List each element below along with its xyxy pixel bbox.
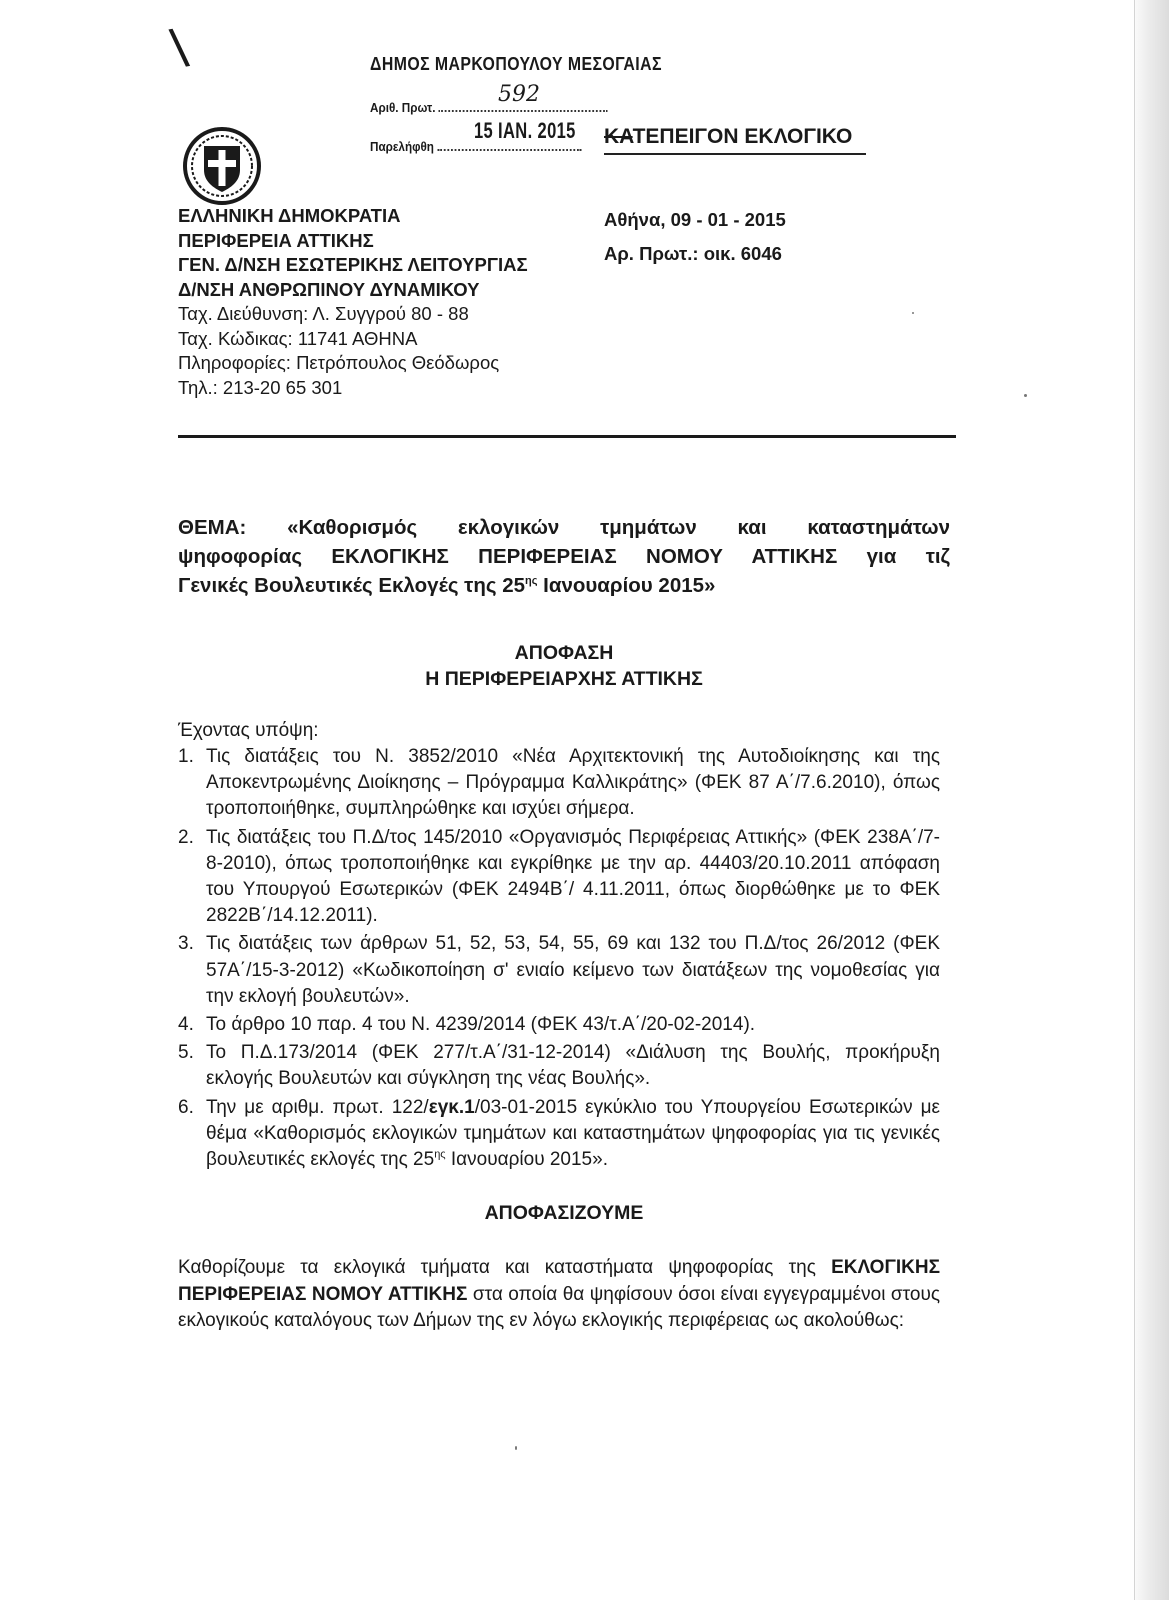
document-meta [604, 203, 786, 271]
list-item: 4. Το άρθρο 10 παρ. 4 του Ν. 4239/2014 (ΦΕΚ 43/τ.Α΄/20-02-2014). [178, 1014, 756, 1036]
legal-basis-list [178, 744, 940, 1175]
decision-paragraph: Καθορίζουμε τα εκλογικά τμήματα και καταστήματα ψηφοφορίας της ΕΚΛΟΓΙΚΗΣ ΠΕΡΙΦΕΡΕΙΑΣ ΝΟΜΟΥ ΑΤΤΙΚΗΣ στα οποία θα ψηφίσουν όσοι είναι εγγεγραμμένοι στους εκλογικούς καταλόγους των Δήμων της εν λόγω εκλογικής περιφέρειας ως ακολούθως: [178, 1257, 940, 1331]
urgent-electoral-note: ΚΑΤΕΠΕΙΓΟΝ ΕΚΛΟΓΙΚΟ [604, 125, 853, 148]
list-item: 1. Τις διατάξεις του Ν. 3852/2010 «Νέα Αρχιτεκτονική της Αυτοδιοίκησης και της Αποκεντρωμένης Διοίκησης – Πρόγραμμα Καλλικράτης» (ΦΕΚ 87 Α΄/7.6.2010), όπως τροποποιήθηκε, συμπληρώθηκε και ισχύει σήμερα. [178, 746, 940, 820]
sender-address: Ταχ. Διεύθυνση: Λ. Συγγρού 80 - 88 [178, 303, 469, 324]
list-item: 3. Τις διατάξεις των άρθρων 51, 52, 53, 54, 55, 69 και 132 του Π.Δ/τος 26/2012 (ΦΕΚ 57Α΄/15-3-2012) «Κωδικοποίηση σ' ενιαίο κείμενο των διατάξεων της νομοθεσίας για την εκλογή βουλευτών». [178, 933, 940, 1007]
stamp-received-date: 15 ΙΑΝ. 2015 [474, 118, 576, 143]
scan-edge-shadow [1134, 0, 1169, 1600]
stamp-received-label: Παρελήφθη [370, 139, 434, 154]
protocol-number: Αρ. Πρωτ.: οικ. 6046 [604, 243, 782, 264]
sender-block [178, 204, 528, 400]
list-item: 5. Το Π.Δ.173/2014 (ΦΕΚ 277/τ.Α΄/31-12-2014) «Διάλυση της Βουλής, προκήρυξη εκλογής Βουλευτών και σύγκληση της νέας Βουλής». [178, 1042, 940, 1090]
subject-line-3: Γενικές Βουλευτικές Εκλογές της $25^{\eta\varsigma}$ Ιανουαρίου 2015» [178, 574, 716, 597]
subject-line-2: ψηφοφορίας ΕΚΛΟΓΙΚΗΣ ΠΕΡΙΦΕΡΕΙΑΣ ΝΟΜΟΥ ΑΤΤΙΚΗΣ για τιζ [178, 545, 950, 568]
place-date: Αθήνα, 09 - 01 - 2015 [604, 209, 786, 230]
urgent-underline [604, 153, 866, 155]
sender-org-4: Δ/ΝΣΗ ΑΝΘΡΩΠΙΝΟΥ ΔΥΝΑΜΙΚΟΥ [178, 278, 480, 300]
sender-org-3: ΓΕΝ. Δ/ΝΣΗ ΕΣΩΤΕΡΙΚΗΣ ΛΕΙΤΟΥΡΓΙΑΣ [178, 254, 528, 275]
decision-heading [178, 640, 950, 692]
header-divider [178, 435, 956, 438]
stamp-protocol-line [370, 98, 608, 115]
scan-speck [1024, 394, 1027, 397]
sender-postal: Ταχ. Κώδικας: 11741 ΑΘΗΝΑ [178, 327, 418, 349]
sender-org-1: ΕΛΛΗΝΙΚΗ ΔΗΜΟΚΡΑΤΙΑ [178, 205, 401, 226]
stamp-protocol-label: Αριθ. Πρωτ. [370, 100, 436, 115]
receipt-stamp [370, 54, 702, 154]
sender-phone: Τηλ.: 213-20 65 301 [178, 376, 343, 398]
stamp-protocol-number: 592 [498, 82, 540, 107]
scan-speck [912, 312, 914, 314]
stamp-title: ΔΗΜΟΣ ΜΑΡΚΟΠΟΥΛΟΥ ΜΕΣΟΓΑΙΑΣ [370, 54, 662, 74]
greek-coat-of-arms-icon [182, 126, 262, 206]
subject-line-1: ΘΕΜΑ: «Καθορισμός εκλογικών τμημάτων και καταστημάτων [178, 516, 950, 539]
decision-subtitle: Η ΠΕΡΙΦΕΡΕΙΑΡΧΗΣ ΑΤΤΙΚΗΣ [425, 668, 703, 690]
considering-label: Έχοντας υπόψη: [178, 720, 319, 741]
list-item: 6. Την με αριθμ. πρωτ. 122/εγκ.1/03-01-2015 εγκύκλιο του Υπουργείου Εσωτερικών με θέμα «Καθορισμός εκλογικών τμημάτων και καταστημάτων ψηφοφορίας για τις γενικές βουλευτικές εκλογές της $25^{\eta\varsigma}$ Ιανουαρίου 2015». [178, 1096, 941, 1171]
scan-speck [515, 1446, 517, 1450]
sender-org-2: ΠΕΡΙΦΕΡΕΙΑ ΑΤΤΙΚΗΣ [178, 229, 374, 251]
pen-mark: \ [166, 18, 193, 80]
list-item: 2. Τις διατάξεις του Π.Δ/τος 145/2010 «Οργανισμός Περιφέρειας Αττικής» (ΦΕΚ 238Α΄/7-8-2010), όπως τροποποιήθηκε και εγκρίθηκε με την αρ. 44403/20.10.2011 απόφαση του Υπουργού Εσωτερικών (ΦΕΚ 2494Β΄/ 4.11.2011, όπως διορθώθηκε με το ΦΕΚ 2822Β΄/14.12.2011). [178, 826, 940, 927]
we-decide-heading: ΑΠΟΦΑΣΙΖΟΥΜΕ [484, 1202, 644, 1224]
subject [178, 513, 950, 600]
sender-info: Πληροφορίες: Πετρόπουλος Θεόδωρος [178, 352, 500, 373]
decision-title: ΑΠΟΦΑΣΗ [514, 642, 614, 664]
